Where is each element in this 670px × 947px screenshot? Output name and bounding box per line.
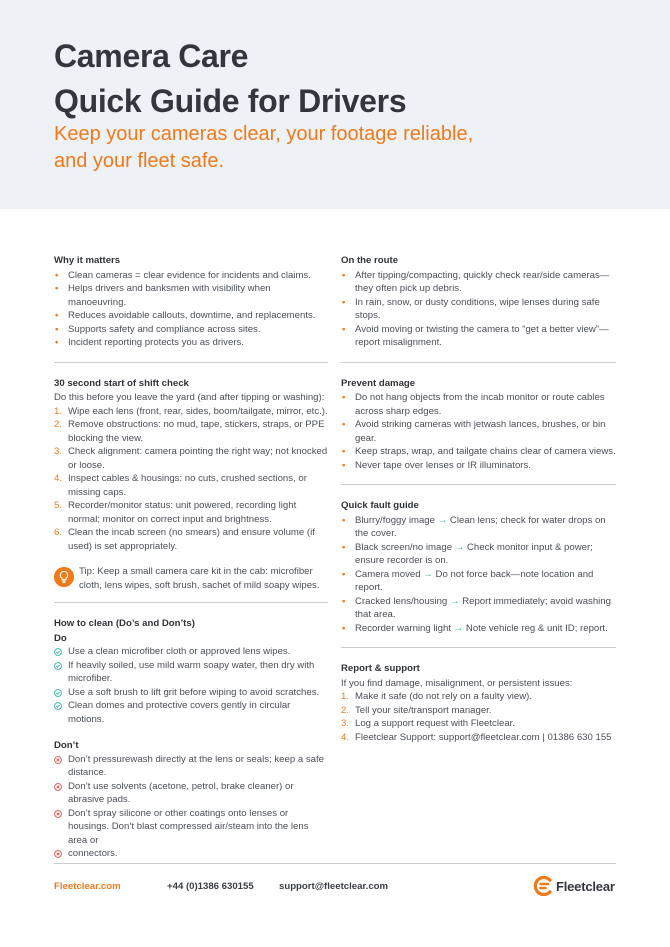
x-circle-icon	[54, 756, 62, 764]
list-item	[54, 445, 328, 472]
footer-email-link[interactable]: support@fleetclear.com	[279, 881, 389, 892]
list-item: • Never tape over lenses or IR illuminators.	[341, 459, 616, 473]
prevent-section	[341, 377, 616, 473]
list-item	[54, 526, 328, 553]
list-item: • Keep straps, wrap, and tailgate chains clear of camera views.	[341, 445, 616, 459]
list-item	[341, 704, 616, 718]
prevent-title: Prevent damage	[341, 377, 416, 389]
check-intro: Do this before you leave the yard (and after tipping or washing):	[54, 392, 325, 403]
right-column	[341, 254, 616, 744]
report-intro: If you find damage, misalignment, or persistent issues:	[341, 677, 573, 689]
fleetclear-logo-icon	[533, 876, 553, 896]
tip-text: Tip: Keep a small camera care kit in the cab: microfiber cloth, lens wipes, soft brush, sachet of mild soapy wipes.	[79, 566, 320, 591]
list-item	[341, 690, 616, 704]
fault-fix: Note vehicle reg & unit ID; report.	[465, 622, 608, 634]
list-text: Fleetclear Support: support@fleetclear.com | 01386 630 155	[355, 731, 612, 743]
list-item: • Avoid moving or twisting the camera to “get a better view”—report misalignment.	[341, 323, 616, 350]
list-item	[54, 847, 328, 861]
list-text: Don’t spray silicone or other coatings onto lenses or housings. Don’t blast compressed air/steam into the lens area or	[68, 807, 309, 846]
list-text: If heavily soiled, use mild warm soapy water, then dry with microfiber.	[68, 659, 315, 684]
list-text: Tell your site/transport manager.	[355, 704, 492, 716]
list-number: 6.	[54, 527, 63, 538]
arrow-icon: →	[454, 541, 465, 553]
divider	[341, 484, 616, 485]
list-item	[54, 753, 328, 780]
list-number: 1.	[54, 405, 63, 417]
list-item: • Clean cameras = clear evidence for incidents and claims.	[54, 269, 328, 283]
prevent-list	[341, 391, 616, 472]
list-text: Inspect cables & housings: no cuts, crushed sections, or missing caps.	[68, 473, 307, 498]
x-circle-icon	[54, 850, 62, 858]
list-text: Clean the incab screen (no smears) and ensure volume (if used) is set appropriately.	[68, 527, 315, 552]
fault-problem: Recorder warning light	[355, 622, 451, 634]
why-list	[54, 269, 328, 350]
arrow-icon: →	[453, 622, 464, 634]
arrow-icon: →	[423, 568, 433, 580]
check-section	[54, 377, 328, 593]
fault-fix: Do not force back—note location and report.	[355, 568, 594, 593]
report-list	[341, 690, 616, 744]
list-text: Use a clean microfiber cloth or approved lens wipes.	[68, 646, 291, 657]
x-circle-icon	[54, 783, 62, 791]
check-title: 30 second start of shift check	[54, 377, 189, 389]
list-number: 2.	[341, 704, 350, 716]
fault-title: Quick fault guide	[341, 500, 419, 511]
list-item: • After tipping/compacting, quickly check rear/side cameras—they often pick up debris.	[341, 269, 616, 296]
list-text: Log a support request with Fleetclear.	[355, 718, 515, 729]
list-item	[54, 699, 328, 726]
fault-fix: Report immediately; avoid washing that area.	[355, 595, 611, 620]
fault-fix: Check monitor input & power; ensure recorder is on.	[355, 541, 593, 566]
list-item: • Do not hang objects from the incab monitor or route cables across sharp edges.	[341, 391, 616, 418]
divider	[341, 647, 616, 648]
list-item	[341, 731, 616, 745]
footer-website-link[interactable]: Fleetclear.com	[54, 881, 121, 892]
list-number: 1.	[341, 691, 350, 702]
lightbulb-icon	[54, 567, 74, 587]
divider	[341, 362, 616, 363]
list-item	[54, 645, 328, 659]
clean-title: How to clean (Do’s and Don’ts)	[54, 618, 195, 629]
list-item	[54, 418, 328, 445]
clean-section	[54, 617, 328, 861]
list-item	[341, 622, 616, 636]
left-column	[54, 254, 328, 861]
list-text: Remove obstructions: no mud, tape, stickers, straps, or PPE blocking the view.	[68, 419, 325, 444]
list-item	[54, 659, 328, 686]
list-item	[341, 514, 616, 541]
fault-list	[341, 514, 616, 636]
footer-divider	[54, 863, 616, 864]
list-text: Don’t use solvents (acetone, petrol, brake cleaner) or abrasive pads.	[68, 780, 294, 805]
dont-list	[54, 753, 328, 861]
fault-problem: Cracked lens/housing	[355, 595, 448, 607]
fault-problem: Blurry/foggy image	[355, 514, 435, 526]
list-item	[54, 499, 328, 526]
list-item	[54, 686, 328, 700]
list-text: connectors.	[68, 848, 118, 859]
divider	[54, 362, 328, 363]
list-item: • Helps drivers and banksmen with visibility when manoeuvring.	[54, 282, 328, 309]
list-number: 5.	[54, 500, 63, 511]
list-item: • In rain, snow, or dusty conditions, wipe lenses during safe stops.	[341, 296, 616, 323]
list-item	[54, 780, 328, 807]
list-item	[341, 595, 616, 622]
x-circle-icon	[54, 810, 62, 818]
list-text: Use a soft brush to lift grit before wiping to avoid scratches.	[68, 686, 320, 698]
header-banner	[0, 0, 670, 209]
list-number: 3.	[341, 718, 350, 729]
fault-fix: Clean lens; check for water drops on the cover.	[355, 514, 606, 539]
list-item: • Incident reporting protects you as drivers.	[54, 336, 328, 350]
check-circle-icon	[54, 662, 62, 670]
list-item: • Reduces avoidable callouts, downtime, and replacements.	[54, 309, 328, 323]
list-text: Recorder/monitor status: unit powered, recording light normal; monitor on correct input and brightness.	[68, 500, 297, 525]
arrow-icon: →	[449, 595, 460, 607]
route-section	[341, 254, 616, 350]
tip-box	[54, 565, 328, 592]
route-title: On the route	[341, 255, 399, 266]
check-list	[54, 405, 328, 554]
report-section	[341, 662, 616, 744]
title-line-2: Quick Guide for Drivers	[54, 83, 407, 119]
do-list	[54, 645, 328, 726]
list-text: Clean domes and protective covers gently in circular motions.	[68, 700, 291, 725]
report-title: Report & support	[341, 663, 420, 674]
list-number: 4.	[54, 473, 63, 484]
list-item	[54, 405, 328, 419]
list-text: Wipe each lens (front, rear, sides, boom/tailgate, mirror, etc.).	[68, 405, 328, 417]
list-number: 3.	[54, 446, 63, 457]
list-item	[341, 541, 616, 568]
list-item: • Avoid striking cameras with jetwash lances, brushes, or bin gear.	[341, 418, 616, 445]
brand-name: Fleetclear	[556, 878, 615, 894]
list-text: Make it safe (do not rely on a faulty view).	[355, 691, 533, 702]
list-text: Check alignment: camera pointing the right way; not knocked or loose.	[68, 446, 328, 471]
fault-problem: Black screen/no image	[355, 541, 453, 553]
fault-section	[341, 499, 616, 635]
title-line-1: Camera Care	[54, 38, 249, 74]
list-item	[54, 472, 328, 499]
check-circle-icon	[54, 689, 62, 697]
do-label: Do	[54, 632, 67, 644]
dont-label: Don’t	[54, 740, 79, 751]
list-item	[54, 807, 328, 848]
brand-logo	[533, 876, 615, 896]
list-item	[341, 717, 616, 731]
subtitle: Keep your cameras clear, your footage reliable, and your fleet safe.	[54, 123, 474, 172]
divider	[54, 602, 328, 603]
arrow-icon: →	[437, 514, 448, 526]
why-section	[54, 254, 328, 350]
page-title	[54, 34, 406, 124]
why-title: Why it matters	[54, 255, 121, 266]
check-circle-icon	[54, 702, 62, 710]
list-number: 2.	[54, 419, 63, 430]
list-number: 4.	[341, 731, 350, 743]
check-circle-icon	[54, 648, 62, 656]
list-text: Don’t pressurewash directly at the lens or seals; keep a safe distance.	[68, 753, 324, 778]
fault-problem: Camera moved	[355, 568, 421, 580]
list-item: • Supports safety and compliance across sites.	[54, 323, 328, 337]
list-item	[341, 568, 616, 595]
footer-phone: +44 (0)1386 630155	[167, 881, 254, 892]
route-list	[341, 269, 616, 350]
